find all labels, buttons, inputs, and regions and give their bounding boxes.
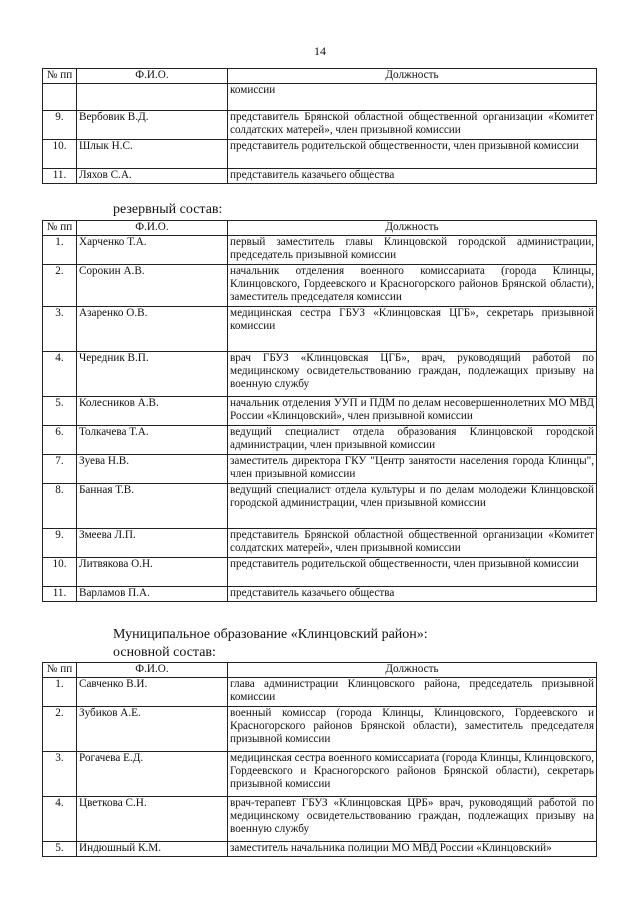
table-row <box>43 842 597 857</box>
row-num: 5. <box>43 397 77 426</box>
row-name: Колесников А.В. <box>77 397 228 426</box>
row-num: 11. <box>43 169 77 184</box>
table-header-row <box>43 221 597 236</box>
row-num: 7. <box>43 455 77 484</box>
row-name: Азаренко О.В. <box>77 307 228 352</box>
reserve-heading: резервный состав: <box>113 202 223 217</box>
table-row <box>43 397 597 426</box>
row-name <box>77 84 228 111</box>
page-number: 14 <box>314 44 326 58</box>
row-name: Литвякова О.Н. <box>77 558 228 587</box>
row-num: 9. <box>43 111 77 140</box>
row-num: 4. <box>43 797 77 842</box>
header-position: Должность <box>228 663 597 678</box>
table-row <box>43 797 597 842</box>
row-name: Зуева Н.В. <box>77 455 228 484</box>
row-num: 1. <box>43 678 77 707</box>
row-position: врач ГБУЗ «Клинцовская ЦГБ», врач, руководящий работой по медицинскому освидетельствованию граждан, подлежащих призыву на военную службу <box>228 352 597 397</box>
table-row <box>43 529 597 558</box>
table-row <box>43 558 597 587</box>
header-position: Должность <box>228 221 597 236</box>
row-num: 3. <box>43 307 77 352</box>
row-name: Чередник В.П. <box>77 352 228 397</box>
row-num: 2. <box>43 265 77 307</box>
row-position: начальник отделения УУП и ПДМ по делам несовершеннолетних МО МВД России «Клинцовский», член призывной комиссии <box>228 397 597 426</box>
header-num: № пп <box>43 221 77 236</box>
header-name: Ф.И.О. <box>77 69 228 84</box>
row-name: Банная Т.В. <box>77 484 228 529</box>
row-position: ведущий специалист отдела образования Клинцовской городской администрации, член призывной комиссии <box>228 426 597 455</box>
row-position: врач-терапевт ГБУЗ «Клинцовская ЦРБ» врач, руководящий работой по медицинскому освидетельствованию граждан, подлежащих призыву на военную службу <box>228 797 597 842</box>
row-position: заместитель начальника полиции МО МВД России «Клинцовский» <box>228 842 597 857</box>
table-row <box>43 265 597 307</box>
row-name: Ляхов С.А. <box>77 169 228 184</box>
row-position: первый заместитель главы Клинцовской городской администрации, председатель призывной комиссии <box>228 236 597 265</box>
row-name: Толкачева Т.А. <box>77 426 228 455</box>
table-row <box>43 707 597 752</box>
row-num: 9. <box>43 529 77 558</box>
main-commission-table <box>42 662 597 857</box>
table-row <box>43 587 597 602</box>
row-position: заместитель директора ГКУ "Центр занятости населения города Клинцы", член призывной комиссии <box>228 455 597 484</box>
row-position: представитель родительской общественности, член призывной комиссии <box>228 140 597 169</box>
row-name: Шлык Н.С. <box>77 140 228 169</box>
row-num: 10. <box>43 558 77 587</box>
row-num: 8. <box>43 484 77 529</box>
row-num: 1. <box>43 236 77 265</box>
row-num: 10. <box>43 140 77 169</box>
municipality-heading: Муниципальное образование «Клинцовский район»: <box>113 627 428 642</box>
row-num: 11. <box>43 587 77 602</box>
table-row <box>43 84 597 111</box>
row-name: Варламов П.А. <box>77 587 228 602</box>
row-name: Харченко Т.А. <box>77 236 228 265</box>
table-row <box>43 455 597 484</box>
row-num: 6. <box>43 426 77 455</box>
header-num: № пп <box>43 663 77 678</box>
table-row <box>43 752 597 797</box>
row-position: комиссии <box>228 84 597 111</box>
row-name: Зубиков А.Е. <box>77 707 228 752</box>
table-row <box>43 352 597 397</box>
row-position: представитель Брянской областной общественной организации «Комитет солдатских матерей», член призывной комиссии <box>228 111 597 140</box>
table-row <box>43 236 597 265</box>
row-name: Савченко В.И. <box>77 678 228 707</box>
row-position: представитель родительской общественности, член призывной комиссии <box>228 558 597 587</box>
header-name: Ф.И.О. <box>77 663 228 678</box>
row-position: глава администрации Клинцовского района, председатель призывной комиссии <box>228 678 597 707</box>
table-row <box>43 111 597 140</box>
row-name: Индюшный К.М. <box>77 842 228 857</box>
table-row <box>43 307 597 352</box>
row-name: Рогачева Е.Д. <box>77 752 228 797</box>
row-name: Змеева Л.П. <box>77 529 228 558</box>
table-header-row <box>43 69 597 84</box>
table-row <box>43 426 597 455</box>
row-num <box>43 84 77 111</box>
table-header-row <box>43 663 597 678</box>
row-name: Вербовик В.Д. <box>77 111 228 140</box>
header-num: № пп <box>43 69 77 84</box>
row-name: Цветкова С.Н. <box>77 797 228 842</box>
commission-table-continuation <box>42 68 597 184</box>
row-position: медицинская сестра ГБУЗ «Клинцовская ЦГБ», секретарь призывной комиссии <box>228 307 597 352</box>
reserve-commission-table <box>42 220 597 602</box>
header-position: Должность <box>228 69 597 84</box>
table-row <box>43 484 597 529</box>
table-row <box>43 140 597 169</box>
row-name: Сорокин А.В. <box>77 265 228 307</box>
row-position: представитель казачьего общества <box>228 169 597 184</box>
row-num: 2. <box>43 707 77 752</box>
row-position: медицинская сестра военного комиссариата (города Клинцы, Клинцовского, Гордеевского и Красногорского районов Брянской области), секретарь призывной комиссии <box>228 752 597 797</box>
header-name: Ф.И.О. <box>77 221 228 236</box>
row-num: 3. <box>43 752 77 797</box>
row-num: 5. <box>43 842 77 857</box>
row-num: 4. <box>43 352 77 397</box>
table-row <box>43 169 597 184</box>
row-position: представитель казачьего общества <box>228 587 597 602</box>
row-position: начальник отделения военного комиссариата (города Клинцы, Клинцовского, Гордеевского и Красногорского районов Брянской области), заместитель председателя комиссии <box>228 265 597 307</box>
row-position: ведущий специалист отдела культуры и по делам молодежи Клинцовской городской администрации, член призывной комиссии <box>228 484 597 529</box>
table-row <box>43 678 597 707</box>
row-position: военный комиссар (города Клинцы, Клинцовского, Гордеевского и Красногорского районов Брянской области), заместитель председателя призывной комиссии <box>228 707 597 752</box>
row-position: представитель Брянской областной общественной организации «Комитет солдатских матерей», член призывной комиссии <box>228 529 597 558</box>
main-heading: основной состав: <box>113 645 216 660</box>
